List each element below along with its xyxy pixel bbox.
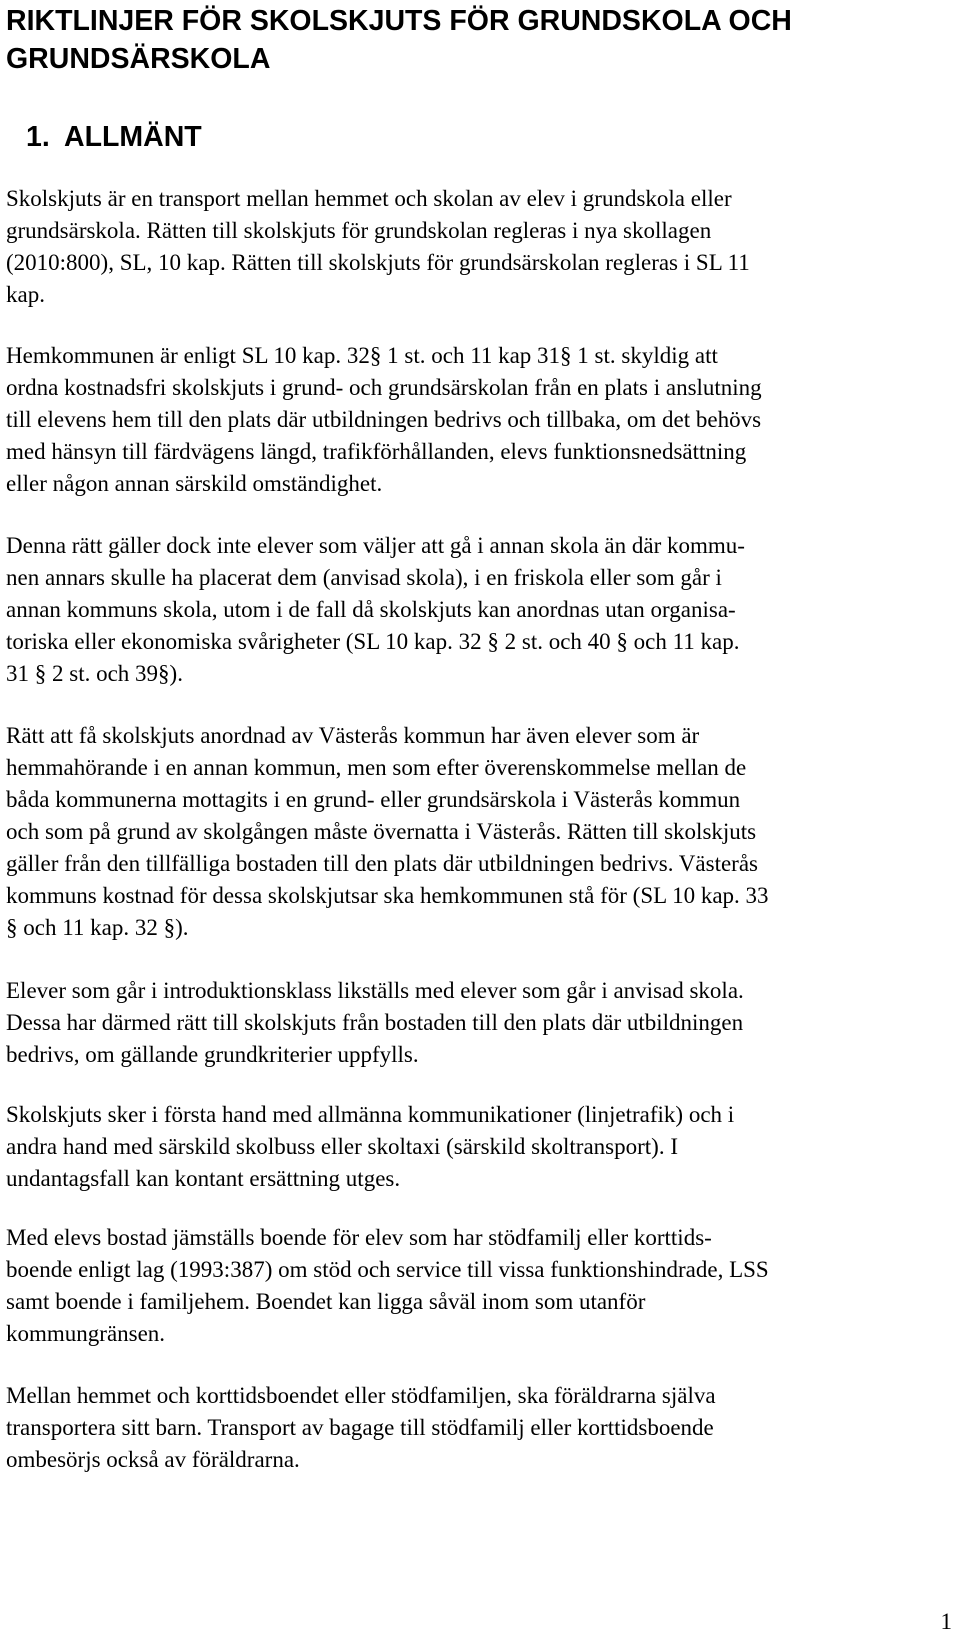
title-line: RIKTLINJER FÖR SKOLSKJUTS FÖR GRUNDSKOLA OCH bbox=[6, 5, 792, 37]
text-line: samt boende i familjehem. Boendet kan ligga såväl inom som utanför bbox=[6, 1289, 646, 1314]
text-line: transportera sitt barn. Transport av bagage till stödfamilj eller korttidsboende bbox=[6, 1415, 714, 1440]
text-line: annan kommuns skola, utom i de fall då skolskjuts kan anordnas utan organisa- bbox=[6, 597, 736, 622]
text-line: båda kommunerna mottagits i en grund- eller grundsärskola i Västerås kommun bbox=[6, 787, 741, 812]
text-line: § och 11 kap. 32 §). bbox=[6, 915, 189, 940]
page-number: 1 bbox=[940, 1609, 952, 1634]
text-line: hemmahörande i en annan kommun, men som efter överenskommelse mellan de bbox=[6, 755, 747, 780]
paragraph bbox=[6, 530, 954, 690]
section-title: ALLMÄNT bbox=[64, 121, 202, 153]
text-line: bedrivs, om gällande grundkriterier uppfylls. bbox=[6, 1042, 419, 1067]
text-line: och som på grund av skolgången måste övernatta i Västerås. Rätten till skolskjuts bbox=[6, 819, 757, 844]
text-line: nen annars skulle ha placerat dem (anvisad skola), i en friskola eller som går i bbox=[6, 565, 722, 590]
document-title bbox=[6, 2, 946, 78]
title-line: GRUNDSÄRSKOLA bbox=[6, 43, 271, 75]
paragraph bbox=[6, 1099, 954, 1195]
paragraph bbox=[6, 1380, 954, 1476]
text-line: Rätt att få skolskjuts anordnad av Västerås kommun har även elever som är bbox=[6, 723, 700, 748]
paragraph bbox=[6, 183, 954, 311]
paragraph bbox=[6, 975, 954, 1071]
text-line: till elevens hem till den plats där utbildningen bedrivs och tillbaka, om det behövs bbox=[6, 407, 762, 432]
text-line: Skolskjuts sker i första hand med allmänna kommunikationer (linjetrafik) och i bbox=[6, 1102, 735, 1127]
section-heading bbox=[26, 118, 202, 156]
paragraph bbox=[6, 340, 954, 500]
section-number: 1. bbox=[26, 121, 50, 153]
text-line: Hemkommunen är enligt SL 10 kap. 32§ 1 st. och 11 kap 31§ 1 st. skyldig att bbox=[6, 343, 718, 368]
text-line: (2010:800), SL, 10 kap. Rätten till skolskjuts för grundsärskolan regleras i SL 11 bbox=[6, 250, 750, 275]
text-line: ordna kostnadsfri skolskjuts i grund- och grundsärskolan från en plats i anslutning bbox=[6, 375, 762, 400]
text-line: Dessa har därmed rätt till skolskjuts från bostaden till den plats där utbildningen bbox=[6, 1010, 744, 1035]
text-line: kommuns kostnad för dessa skolskjutsar ska hemkommunen stå för (SL 10 kap. 33 bbox=[6, 883, 769, 908]
text-line: boende enligt lag (1993:387) om stöd och service till vissa funktionshindrade, LSS bbox=[6, 1257, 769, 1282]
text-line: 31 § 2 st. och 39§). bbox=[6, 661, 183, 686]
text-line: gäller från den tillfälliga bostaden till den plats där utbildningen bedrivs. Västerås bbox=[6, 851, 758, 876]
paragraph bbox=[6, 1222, 954, 1350]
text-line: Mellan hemmet och korttidsboendet eller stödfamiljen, ska föräldrarna själva bbox=[6, 1383, 716, 1408]
text-line: Denna rätt gäller dock inte elever som väljer att gå i annan skola än där kommu- bbox=[6, 533, 745, 558]
text-line: grundsärskola. Rätten till skolskjuts för grundskolan regleras i nya skollagen bbox=[6, 218, 712, 243]
text-line: toriska eller ekonomiska svårigheter (SL 10 kap. 32 § 2 st. och 40 § och 11 kap. bbox=[6, 629, 740, 654]
paragraph bbox=[6, 720, 954, 944]
text-line: andra hand med särskild skolbuss eller skoltaxi (särskild skoltransport). I bbox=[6, 1134, 678, 1159]
text-line: kap. bbox=[6, 282, 45, 307]
text-line: Skolskjuts är en transport mellan hemmet och skolan av elev i grundskola eller bbox=[6, 186, 732, 211]
text-line: Med elevs bostad jämställs boende för elev som har stödfamilj eller korttids- bbox=[6, 1225, 712, 1250]
text-line: Elever som går i introduktionsklass likställs med elever som går i anvisad skola. bbox=[6, 978, 744, 1003]
text-line: kommungränsen. bbox=[6, 1321, 166, 1346]
text-line: ombesörjs också av föräldrarna. bbox=[6, 1447, 300, 1472]
text-line: eller någon annan särskild omständighet. bbox=[6, 471, 383, 496]
text-line: undantagsfall kan kontant ersättning utges. bbox=[6, 1166, 401, 1191]
text-line: med hänsyn till färdvägens längd, trafikförhållanden, elevs funktionsnedsättning bbox=[6, 439, 747, 464]
